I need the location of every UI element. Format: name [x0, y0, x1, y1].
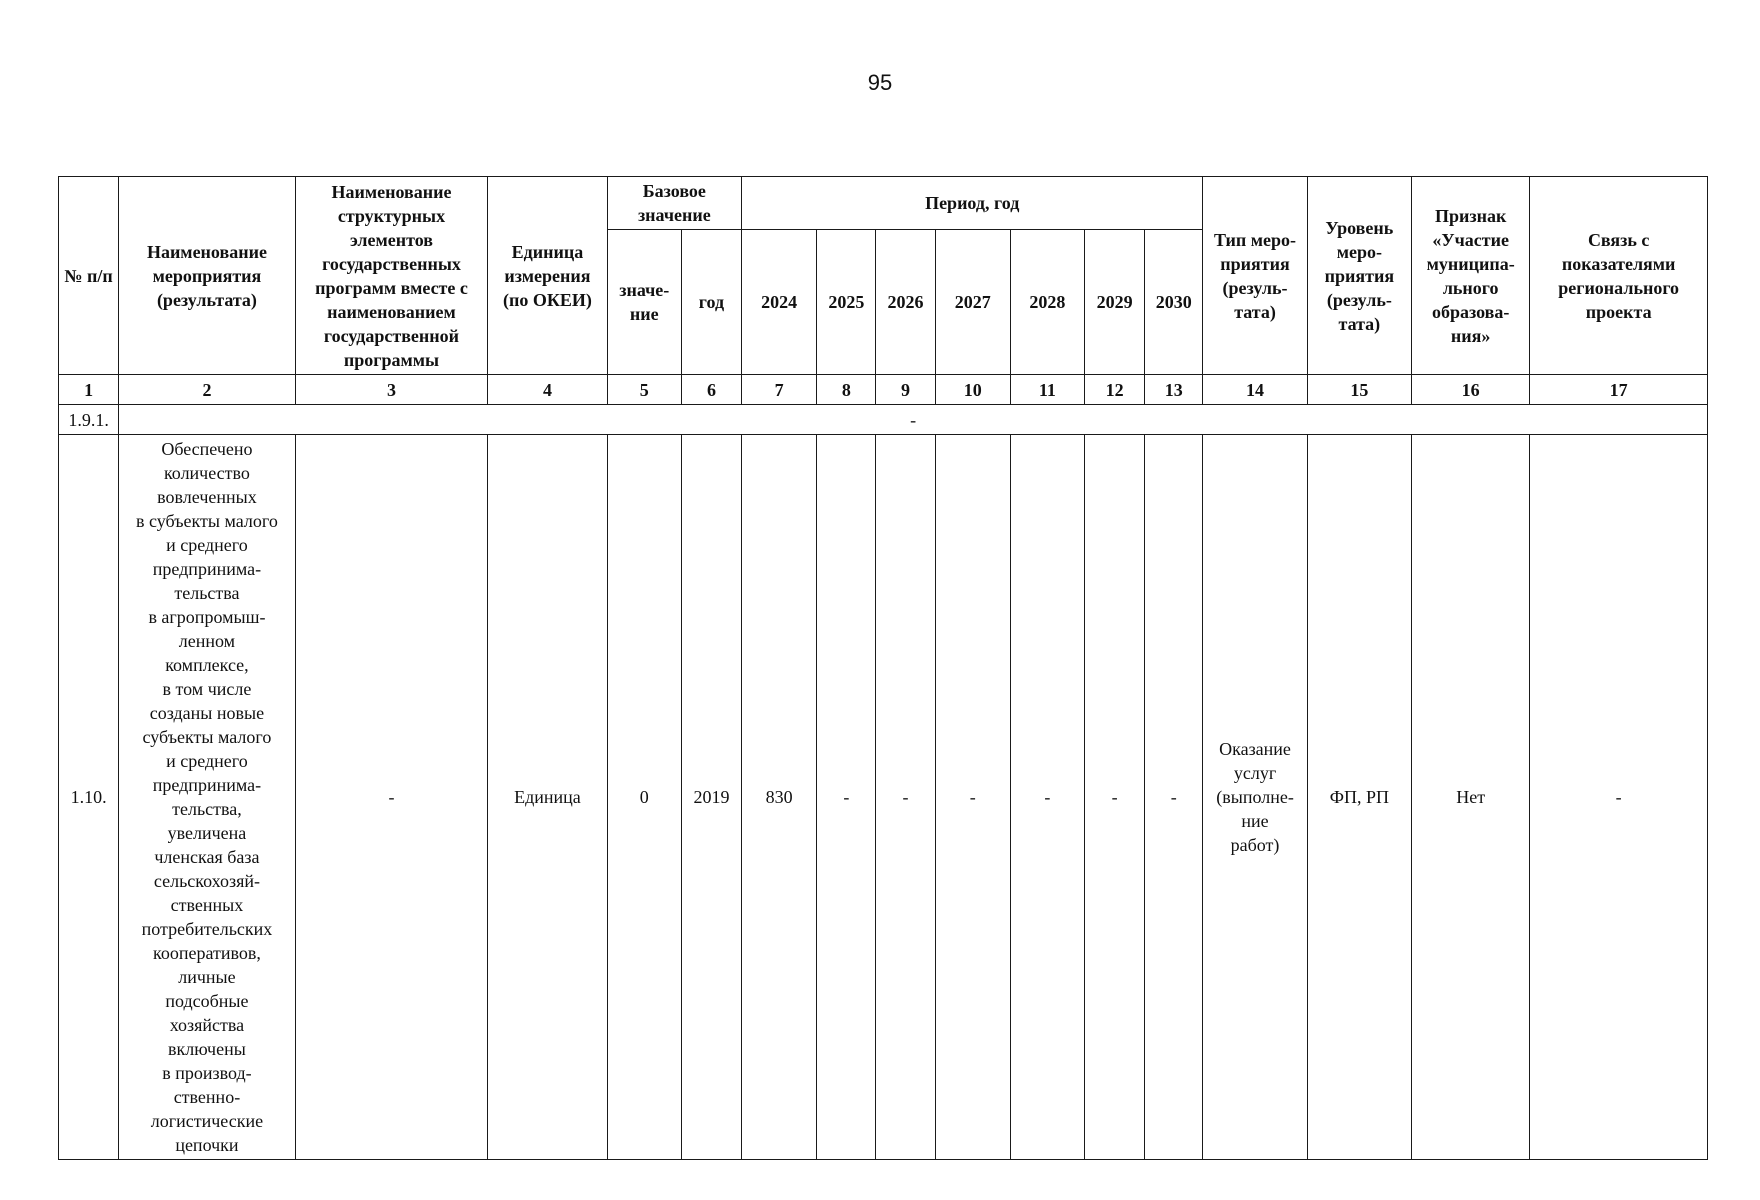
header-base-value-value: значе- ние	[607, 230, 681, 375]
row-municipal-participation: Нет	[1412, 435, 1530, 1160]
row-project-link: -	[1530, 435, 1708, 1160]
row-base-value: 0	[607, 435, 681, 1160]
column-number: 4	[488, 375, 607, 405]
row-event-level: ФП, РП	[1307, 435, 1411, 1160]
column-number: 13	[1145, 375, 1203, 405]
row-year-value: 830	[742, 435, 817, 1160]
column-number: 8	[817, 375, 876, 405]
row-event-type: Оказание услуг (выполне- ние работ)	[1203, 435, 1307, 1160]
row-year-value: -	[1085, 435, 1145, 1160]
column-number: 17	[1530, 375, 1708, 405]
row-year-value: -	[935, 435, 1010, 1160]
column-number: 9	[876, 375, 935, 405]
header-structural-elements: Наименование структурных элементов государственных программ вместе с наименованием государственной программы	[295, 177, 488, 375]
column-number: 7	[742, 375, 817, 405]
header-base-value-year: год	[681, 230, 741, 375]
header-row-1	[59, 177, 1708, 230]
row-year-value: -	[876, 435, 935, 1160]
row-year-value: -	[817, 435, 876, 1160]
header-event-type: Тип меро- приятия (резуль- тата)	[1203, 177, 1307, 375]
header-year: 2025	[817, 230, 876, 375]
row-unit: Единица	[488, 435, 607, 1160]
header-municipal-participation: Признак «Участие муниципа- льного образова- ния»	[1412, 177, 1530, 375]
column-number: 12	[1085, 375, 1145, 405]
page-number: 95	[867, 70, 893, 95]
column-number: 3	[295, 375, 488, 405]
section-row	[59, 405, 1708, 435]
row-number: 1.10.	[59, 435, 119, 1160]
table-row	[59, 435, 1708, 1160]
header-base-value: Базовое значение	[607, 177, 741, 230]
header-event-name: Наименование мероприятия (результата)	[119, 177, 296, 375]
row-year-value: -	[1145, 435, 1203, 1160]
column-number: 1	[59, 375, 119, 405]
header-year: 2026	[876, 230, 935, 375]
header-number: № п/п	[59, 177, 119, 375]
header-unit: Единица измерения (по ОКЕИ)	[488, 177, 607, 375]
column-number: 11	[1010, 375, 1084, 405]
column-numbers-row	[59, 375, 1708, 405]
section-text: -	[119, 405, 1708, 435]
column-number: 6	[681, 375, 741, 405]
column-number: 14	[1203, 375, 1307, 405]
column-number: 2	[119, 375, 296, 405]
row-structural-elements: -	[295, 435, 488, 1160]
header-year: 2024	[742, 230, 817, 375]
row-base-year: 2019	[681, 435, 741, 1160]
section-number: 1.9.1.	[59, 405, 119, 435]
header-project-link: Связь с показателями регионального проекта	[1530, 177, 1708, 375]
column-number: 16	[1412, 375, 1530, 405]
program-events-table	[58, 176, 1708, 1160]
column-number: 10	[935, 375, 1010, 405]
row-year-value: -	[1010, 435, 1084, 1160]
header-year: 2028	[1010, 230, 1084, 375]
header-year: 2029	[1085, 230, 1145, 375]
row-event-name: Обеспечено количество вовлеченных в субъекты малого и среднего предпринима- тельства в агропромыш- ленном комплексе, в том числе созданы новые субъекты малого и среднего предпринима- тельства, увеличена членская база сельскохозяй- ственных потребительских кооперативов, личные подсобные хозяйства включены в производ- ственно- логистические цепочки	[119, 435, 296, 1160]
header-year: 2030	[1145, 230, 1203, 375]
column-number: 15	[1307, 375, 1411, 405]
header-period: Период, год	[742, 177, 1203, 230]
column-number: 5	[607, 375, 681, 405]
header-event-level: Уровень меро- приятия (резуль- тата)	[1307, 177, 1411, 375]
header-year: 2027	[935, 230, 1010, 375]
